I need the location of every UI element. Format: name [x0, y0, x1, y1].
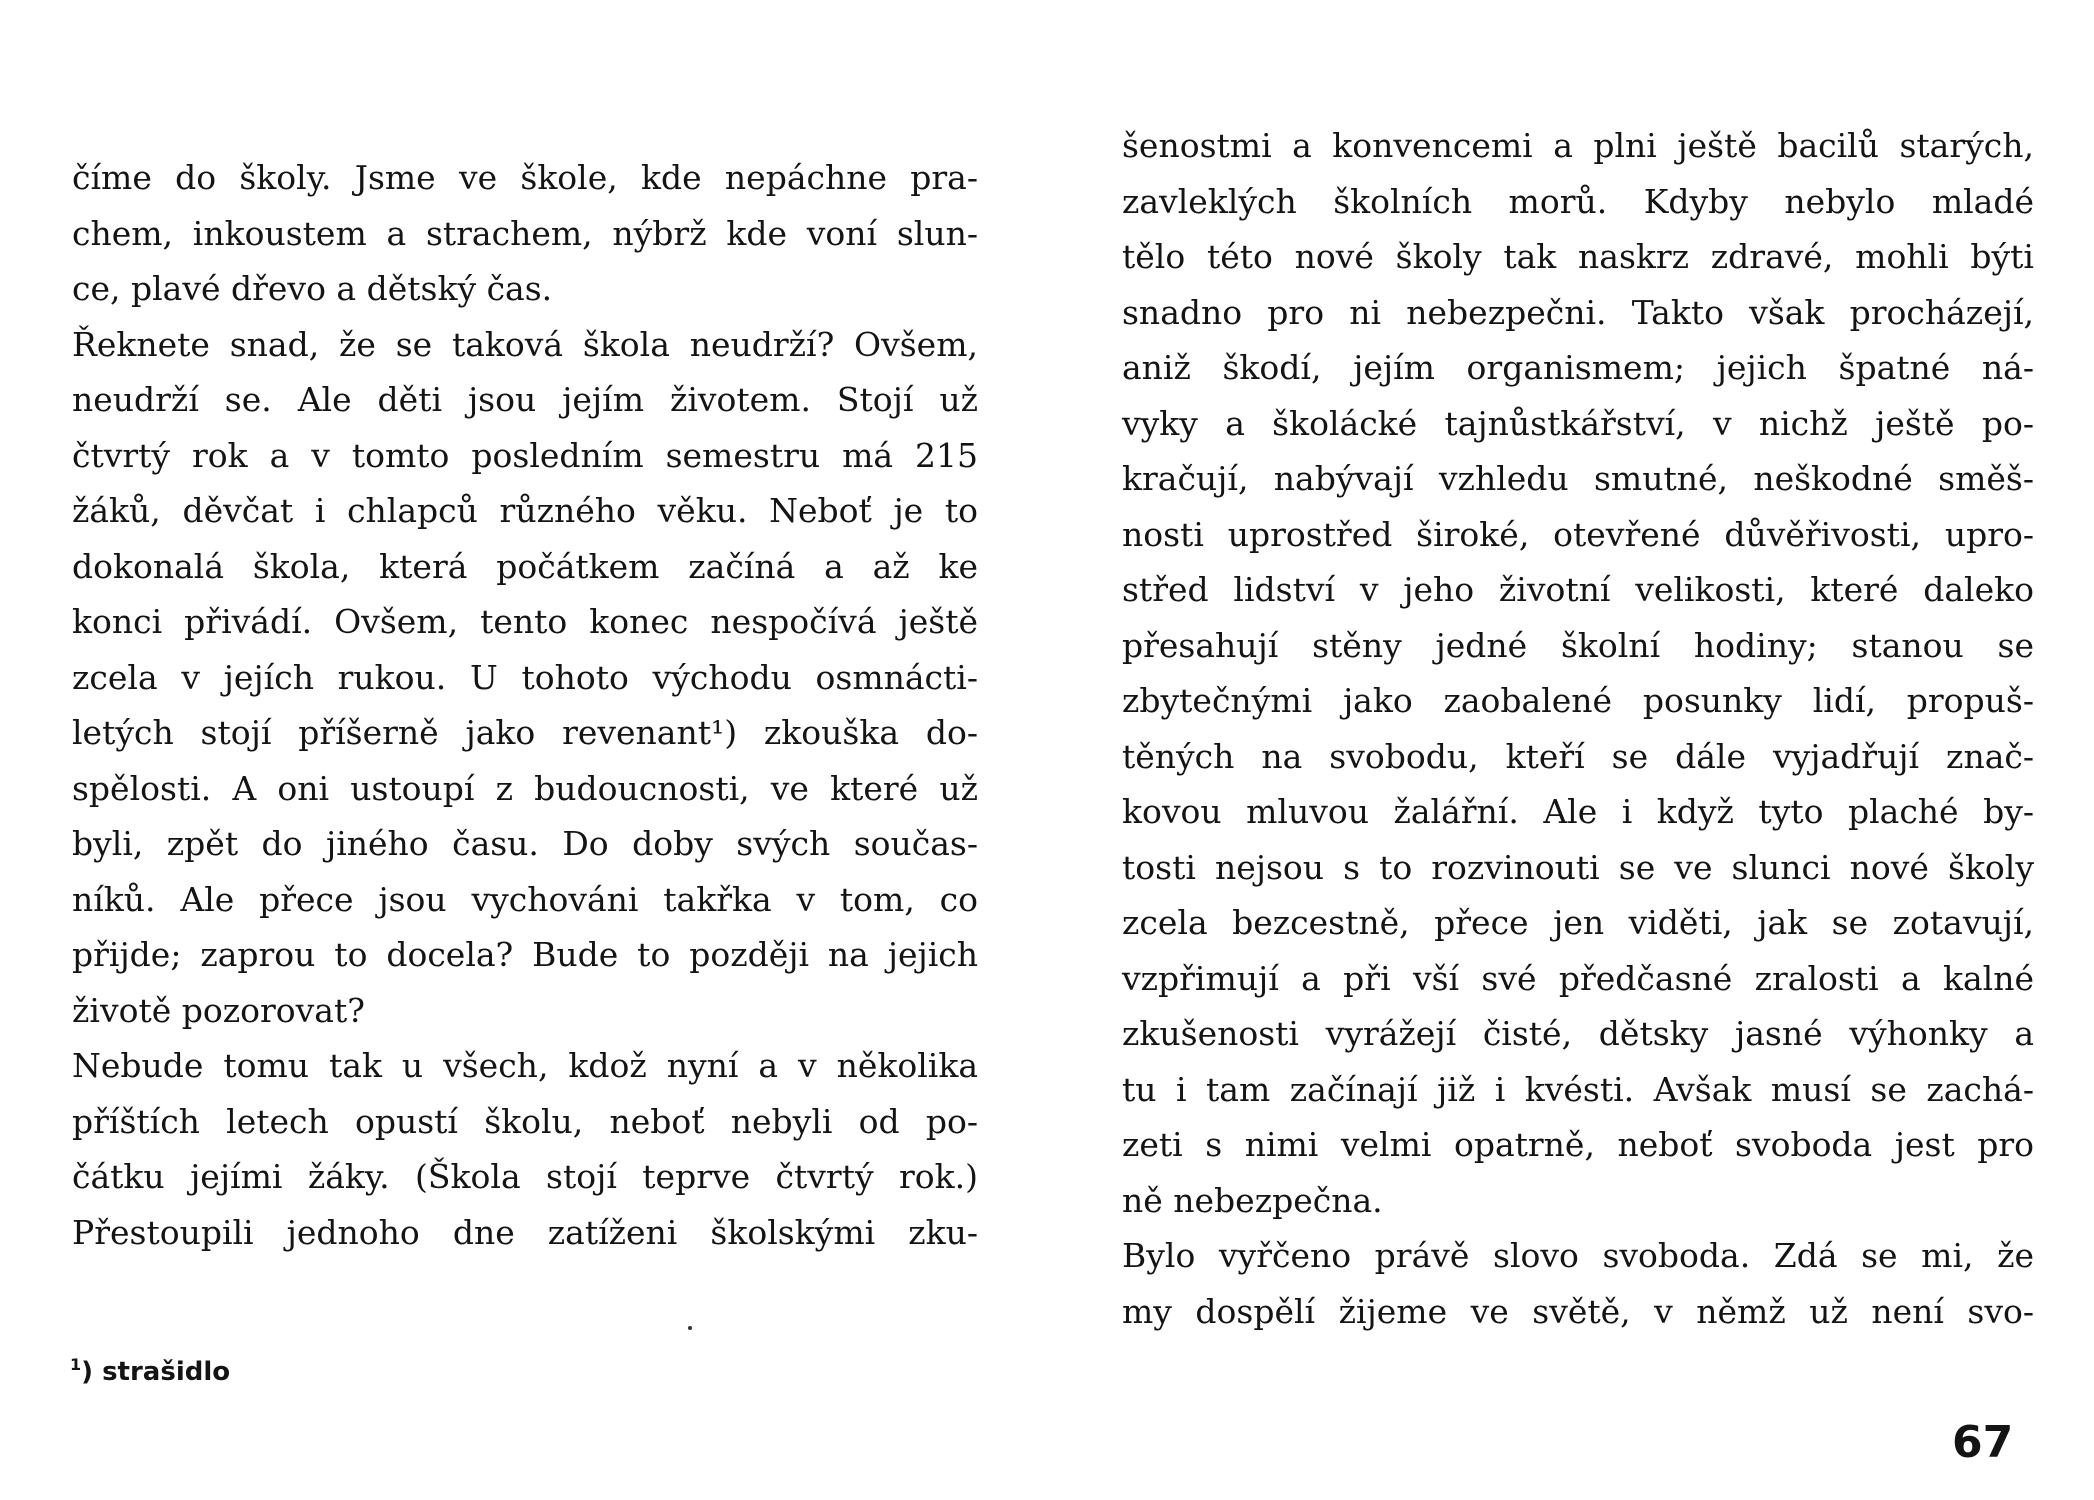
- text-line: kračují, nabývají vzhledu smutné, neškodné směš-: [1122, 459, 2034, 498]
- text-line: konci přivádí. Ovšem, tento konec nespočívá ještě: [72, 602, 978, 641]
- text-line: zkušenosti vyrážejí čisté, dětsky jasné výhonky a: [1122, 1014, 2034, 1053]
- text-line: zcela v jejích rukou. U tohoto východu osmnácti-: [72, 657, 978, 697]
- text-line: neudrží se. Ale děti jsou jejím životem. Stojí už: [72, 380, 978, 419]
- text-line: zcela bezcestně, přece jen viděti, jak se zotavují,: [1122, 903, 2034, 942]
- footnote: [70, 1350, 230, 1387]
- footnote-text: ) strašidlo: [81, 1357, 231, 1387]
- text-line: těných na svobodu, kteří se dále vyjadřují znač-: [1122, 736, 2034, 776]
- text-line: zbytečnými jako zaobalené posunky lidí, propuš-: [1122, 681, 2034, 720]
- text-line: ce, plavé dřevo a dětský čas.: [72, 269, 553, 308]
- text-line: snadno pro ni nebezpečni. Takto však procházejí,: [1122, 292, 2034, 332]
- text-line: Bylo vyřčeno právě slovo svoboda. Zdá se mi, že: [1122, 1236, 2034, 1275]
- text-line: ně nebezpečna.: [1122, 1180, 1383, 1220]
- text-line: tělo této nové školy tak naskrz zdravé, mohli býti: [1122, 237, 2034, 276]
- text-line: vzpřimují a při vší své předčasné zralosti a kalné: [1122, 958, 2034, 998]
- print-speck: [688, 1326, 692, 1330]
- text-line: nosti uprostřed široké, otevřené důvěřivosti, upro-: [1122, 514, 2034, 554]
- text-line: Přestoupili jednoho dne zatíženi školskými zku-: [72, 1212, 978, 1252]
- text-line: přesahují stěny jedné školní hodiny; stanou se: [1122, 625, 2034, 665]
- footnote-marker: 1: [70, 1355, 82, 1374]
- text-line: čtvrtý rok a v tomto posledním semestru má 215: [72, 435, 978, 475]
- text-line: dokonalá škola, která počátkem začíná a až ke: [72, 546, 978, 586]
- text-line: tosti nejsou s to rozvinouti se ve slunci nové školy: [1122, 847, 2034, 887]
- text-line: Řeknete snad, že se taková škola neudrží? Ovšem,: [72, 324, 978, 364]
- page-number: 67: [1952, 1417, 2014, 1468]
- text-line: letých stojí příšerně jako revenant¹) zkouška do-: [72, 713, 978, 752]
- text-line: šenostmi a konvencemi a plni ještě bacilů starých,: [1122, 126, 2034, 165]
- text-line: žáků, děvčat i chlapců různého věku. Neboť je to: [72, 491, 978, 530]
- text-line: níků. Ale přece jsou vychováni takřka v tom, co: [72, 879, 978, 919]
- text-line: zavleklých školních morů. Kdyby nebylo mladé: [1122, 181, 2034, 221]
- text-line: zeti s nimi velmi opatrně, neboť svoboda jest pro: [1122, 1125, 2034, 1164]
- text-line: přijde; zaprou to docela? Bude to později na jejich: [72, 935, 978, 974]
- text-line: byli, zpět do jiného času. Do doby svých součas-: [72, 824, 978, 863]
- text-line: životě pozorovat?: [72, 990, 365, 1030]
- text-line: příštích letech opustí školu, neboť nebyli od po-: [72, 1101, 978, 1141]
- text-line: chem, inkoustem a strachem, nýbrž kde voní slun-: [72, 213, 978, 253]
- text-line: Nebude tomu tak u všech, kdož nyní a v několika: [72, 1046, 978, 1085]
- text-line: my dospělí žijeme ve světě, v němž už není svo-: [1122, 1291, 2034, 1331]
- text-line: tu i tam začínají již i kvésti. Avšak musí se zachá-: [1122, 1069, 2034, 1109]
- text-line: kovou mluvou žalářní. Ale i když tyto plaché by-: [1122, 792, 2034, 831]
- left-text-column: [72, 150, 978, 1260]
- text-line: čátku jejími žáky. (Škola stojí teprve čtvrtý rok.): [72, 1157, 978, 1196]
- text-line: střed lidství v jeho životní velikosti, které daleko: [1122, 570, 2034, 609]
- text-line: vyky a školácké tajnůstkářství, v nichž ještě po-: [1122, 403, 2034, 443]
- text-line: číme do školy. Jsme ve škole, kde nepáchne pra-: [72, 158, 978, 197]
- right-text-column: [1122, 118, 2034, 1339]
- text-line: aniž škodí, jejím organismem; jejich špatné ná-: [1122, 348, 2034, 387]
- text-line: spělosti. A oni ustoupí z budoucnosti, ve které už: [72, 768, 978, 808]
